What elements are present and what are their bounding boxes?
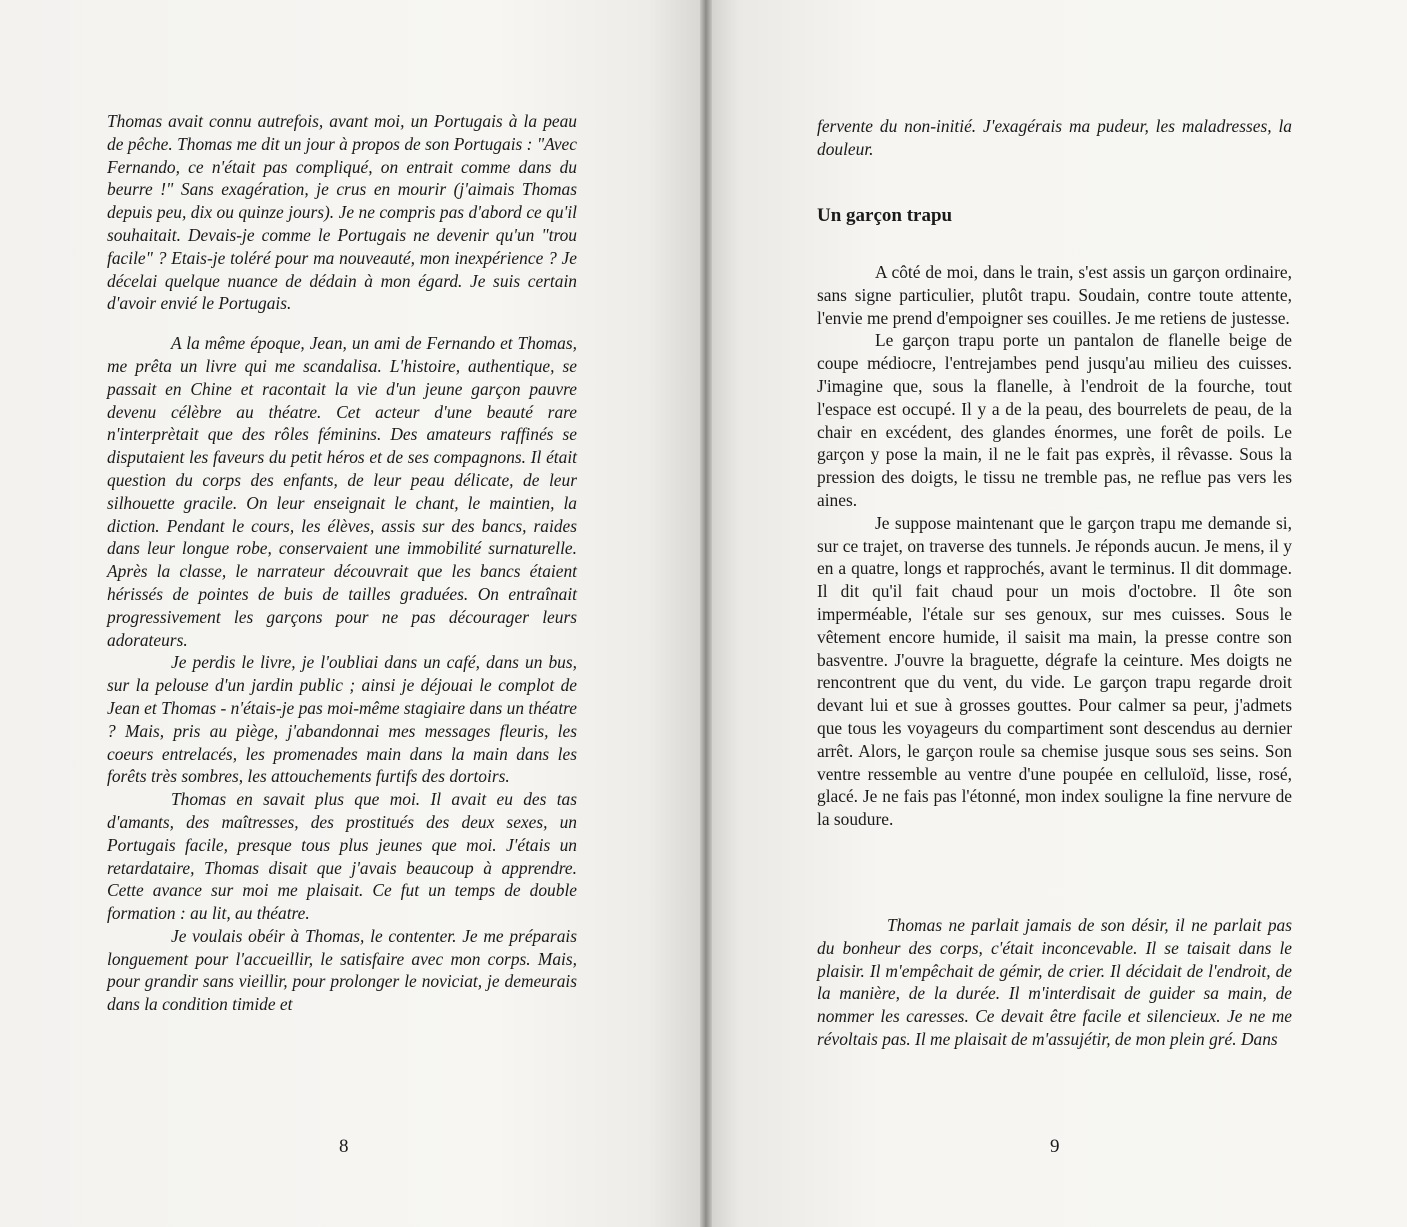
left-paragraph-4: Thomas en savait plus que moi. Il avait eu des tas d'amants, des maîtresses, des prostitués des deux sexes, un Portugais facile, presque tous plus jeunes que moi. J'étais un retardataire, Thomas disait que j'avais beaucoup à apprendre. Cette avance sur moi me plaisait. Ce fut un temps de double formation : au lit, au théatre. <box>107 789 577 924</box>
left-page-number: 8 <box>339 1136 349 1157</box>
right-page-body <box>817 261 1292 831</box>
right-page-italic <box>817 914 1292 1051</box>
right-page-continuation <box>817 115 1292 161</box>
left-page-text <box>107 110 577 1016</box>
right-top-paragraph: fervente du non-initié. J'exagérais ma pudeur, les maladresses, la douleur. <box>817 116 1292 159</box>
right-italic-paragraph: Thomas ne parlait jamais de son désir, il ne parlait pas du bonheur des corps, c'était inconcevable. Il se taisait dans le plaisir. Il m'empêchait de gémir, de crier. Il décidait de l'endroit, de la manière, de la durée. Il m'interdisait de guider sa main, de nommer les caresses. Ce devait être facile et silencieux. Je ne me révoltais pas. Il me plaisait de m'assujétir, de mon plein gré. Dans <box>817 915 1292 1049</box>
left-paragraph-3: Je perdis le livre, je l'oubliai dans un café, dans un bus, sur la pelouse d'un jardin public ; ainsi je déjouai le complot de Jean et Thomas - n'étais-je pas moi-même stagiaire dans un théatre ? Mais, pris au piège, j'abandonnai mes messages fleuris, les coeurs entrelacés, les promenades main dans la main dans les forêts très sombres, les attouchements furtifs des dortoirs. <box>107 652 577 787</box>
left-paragraph-1: Thomas avait connu autrefois, avant moi, un Portugais à la peau de pêche. Thomas me dit un jour à propos de son Portugais : "Avec Fernando, ce n'était pas compliqué, on entrait comme dans du beurre !" Sans exagération, je crus en mourir (j'aimais Thomas depuis peu, dix ou quinze jours). Je ne compris pas d'abord ce qu'il souhaitait. Devais-je comme le Portugais ne devenir qu'un "trou facile" ? Etais-je toléré pour ma nouveauté, mon inexpérience ? Je décelai quelque nuance de dédain à mon égard. Je suis certain d'avoir envié le Portugais. <box>107 111 577 314</box>
left-paragraph-5: Je voulais obéir à Thomas, le contenter. Je me préparais longuement pour l'accueillir, le satisfaire avec mon corps. Mais, pour grandir sans vieillir, pour prolonger le noviciat, je demeurais dans la condition timide et <box>107 925 577 1015</box>
book-gutter <box>700 0 712 1227</box>
left-paragraph-2: A la même époque, Jean, un ami de Fernando et Thomas, me prêta un livre qui me scandalisa. L'histoire, authentique, se passait en Chine et racontait la vie d'un jeune garçon pauvre devenu célèbre au théatre. Cet acteur d'une beauté rare n'interprètait que des rôles féminins. Des amateurs raffinés se disputaient les faveurs du petit héros et de ses compagnons. Il était question du corps des enfants, de leur peau délicate, de leur silhouette gracile. On leur enseignait le chant, le maintien, la diction. Pendant le cours, les élèves, assis sur des bancs, raides dans leur longue robe, conservaient une immobilité surnaturelle. Après la classe, le narrateur découvrait que les bancs étaient hérissés de pointes de buis de tailles graduées. On entraînait progressivement les garçons pour ne pas décourager leurs adorateurs. <box>107 333 577 650</box>
right-paragraph-2: Le garçon trapu porte un pantalon de flanelle beige de coupe médiocre, l'entrejambes pend jusqu'au milieu des cuisses. J'imagine que, sous la flanelle, à l'endroit de la fourche, tout l'espace est occupé. Il y a de la peau, des bourrelets de peau, de la chair en excédent, des glandes énormes, une forêt de poils. Le garçon y pose la main, il ne le fait pas exprès, il rêvasse. Sous la pression des doigts, le tissu ne tremble pas, ne reflue pas vers les aines. <box>817 330 1292 510</box>
right-page-number: 9 <box>1050 1136 1060 1157</box>
section-heading: Un garçon trapu <box>817 205 953 226</box>
right-paragraph-1: A côté de moi, dans le train, s'est assis un garçon ordinaire, sans signe particulier, plutôt trapu. Soudain, contre toute attente, l'envie me prend d'empoigner ses couilles. Je me retiens de justesse. <box>817 262 1292 328</box>
right-paragraph-3: Je suppose maintenant que le garçon trapu me demande si, sur ce trajet, on traverse des tunnels. Je réponds aucun. Je mens, il y en a quatre, longs et rapprochés, avant le terminus. Il dit dommage. Il dit qu'il fait chaud pour un mois d'octobre. Il ôte son imperméable, l'étale sur ses genoux, sur mes cuisses. Sous le vêtement encore humide, il saisit ma main, la presse contre son basventre. J'ouvre la braguette, dégrafe la ceinture. Mes doigts ne rencontrent que du vent, du vide. Le garçon trapu regarde droit devant lui et sue à grosses gouttes. Pour calmer sa peur, j'admets que tous les voyageurs du compartiment sont descendus au dernier arrêt. Alors, le garçon roule sa chemise jusque sous ses seins. Son ventre ressemble au ventre d'une poupée en celluloïd, lisse, rosé, glacé. Je ne fais pas l'étonné, mon index souligne la fine nervure de la soudure. <box>817 512 1292 830</box>
